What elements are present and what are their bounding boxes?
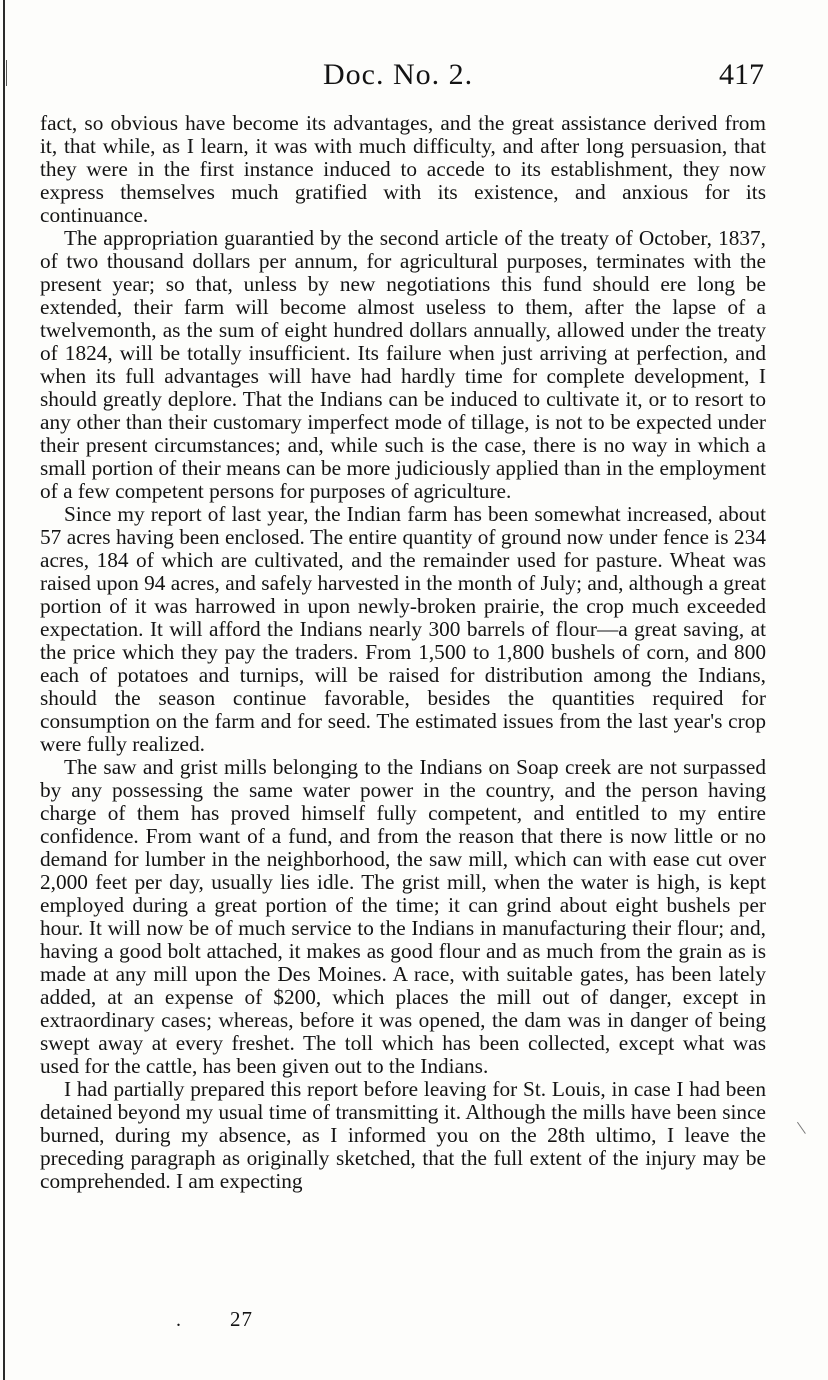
paragraph-appropriation: The appropriation guarantied by the second article of the treaty of October, 1837, of two thousand dollars per annum, for agricultural purposes, terminates with the present year; so that, unless by new negotiations this fund should ere long be extended, their farm will become almost useless to them, after the lapse of a twelvemonth, as the sum of eight hundred dollars annually, allowed under the treaty of 1824, will be totally insufficient. Its failure when just arriving at perfection, and when its full advantages will have had hardly time for complete development, I should greatly deplore. That the Indians can be induced to cultivate it, or to resort to any other than their customary imperfect mode of tillage, is not to be expected under their present circumstances; and, while such is the case, there is no way in which a small portion of their means can be more judiciously applied than in the employment of a few competent persons for purposes of agriculture.	[40, 226, 766, 503]
paragraph-continued: fact, so obvious have become its advantages, and the great assistance derived from it, that while, as I learn, it was with much difficulty, and after long persuasion, that they were in the first instance induced to accede to its establishment, they now express themselves much gratified with its existence, and anxious for its continuance.	[40, 111, 766, 227]
page-number: 417	[719, 58, 764, 91]
paragraph-indian-farm: Since my report of last year, the Indian farm has been somewhat increased, about 57 acres having been enclosed. The entire quantity of ground now under fence is 234 acres, 184 of which are cultivated, and the remainder used for pasture. Wheat was raised upon 94 acres, and safely harvested in the month of July; and, although a great portion of it was harrowed in upon newly-broken prairie, the crop much exceeded expectation. It will afford the Indians nearly 300 barrels of flour—a great saving, at the price which they pay the traders. From 1,500 to 1,800 bushels of corn, and 800 each of potatoes and turnips, will be raised for distribution among the Indians, should the season continue favorable, besides the quantities required for consumption on the farm and for seed. The estimated issues from the last year's crop were fully realized.	[40, 502, 766, 756]
page-header	[40, 58, 770, 98]
binding-edge-tick	[6, 60, 7, 86]
document-title: Doc. No. 2.	[323, 58, 474, 91]
margin-pencil-mark	[797, 1116, 814, 1134]
paragraph-report-note: I had partially prepared this report before leaving for St. Louis, in case I had been detained beyond my usual time of transmitting it. Although the mills have been since burned, during my absence, as I informed you on the 28th ultimo, I leave the preceding paragraph as originally sketched, that the full extent of the injury may be comprehended. I am expecting	[40, 1077, 766, 1193]
body-text	[40, 112, 766, 1193]
binding-edge-line	[3, 0, 5, 1380]
paragraph-mills: The saw and grist mills belonging to the Indians on Soap creek are not surpassed by any possessing the same water power in the country, and the person having charge of them has proved himself fully competent, and entitled to my entire confidence. From want of a fund, and from the reason that there is now little or no demand for lumber in the neighborhood, the saw mill, which can with ease cut over 2,000 feet per day, usually lies idle. The grist mill, when the water is high, is kept employed during a great portion of the time; it can grind about eight bushels per hour. It will now be of much service to the Indians in manufacturing their flour; and, having a good bolt attached, it makes as good flour and as much from the grain as is made at any mill upon the Des Moines. A race, with suitable gates, has been lately added, at an expense of $200, which places the mill out of danger, except in extraordinary cases; whereas, before it was opened, the dam was in danger of being swept away at every freshet. The toll which has been collected, except what was used for the cattle, has been given out to the Indians.	[40, 755, 766, 1078]
footer-dot: .	[176, 1309, 181, 1331]
signature-number: 27	[230, 1307, 253, 1331]
